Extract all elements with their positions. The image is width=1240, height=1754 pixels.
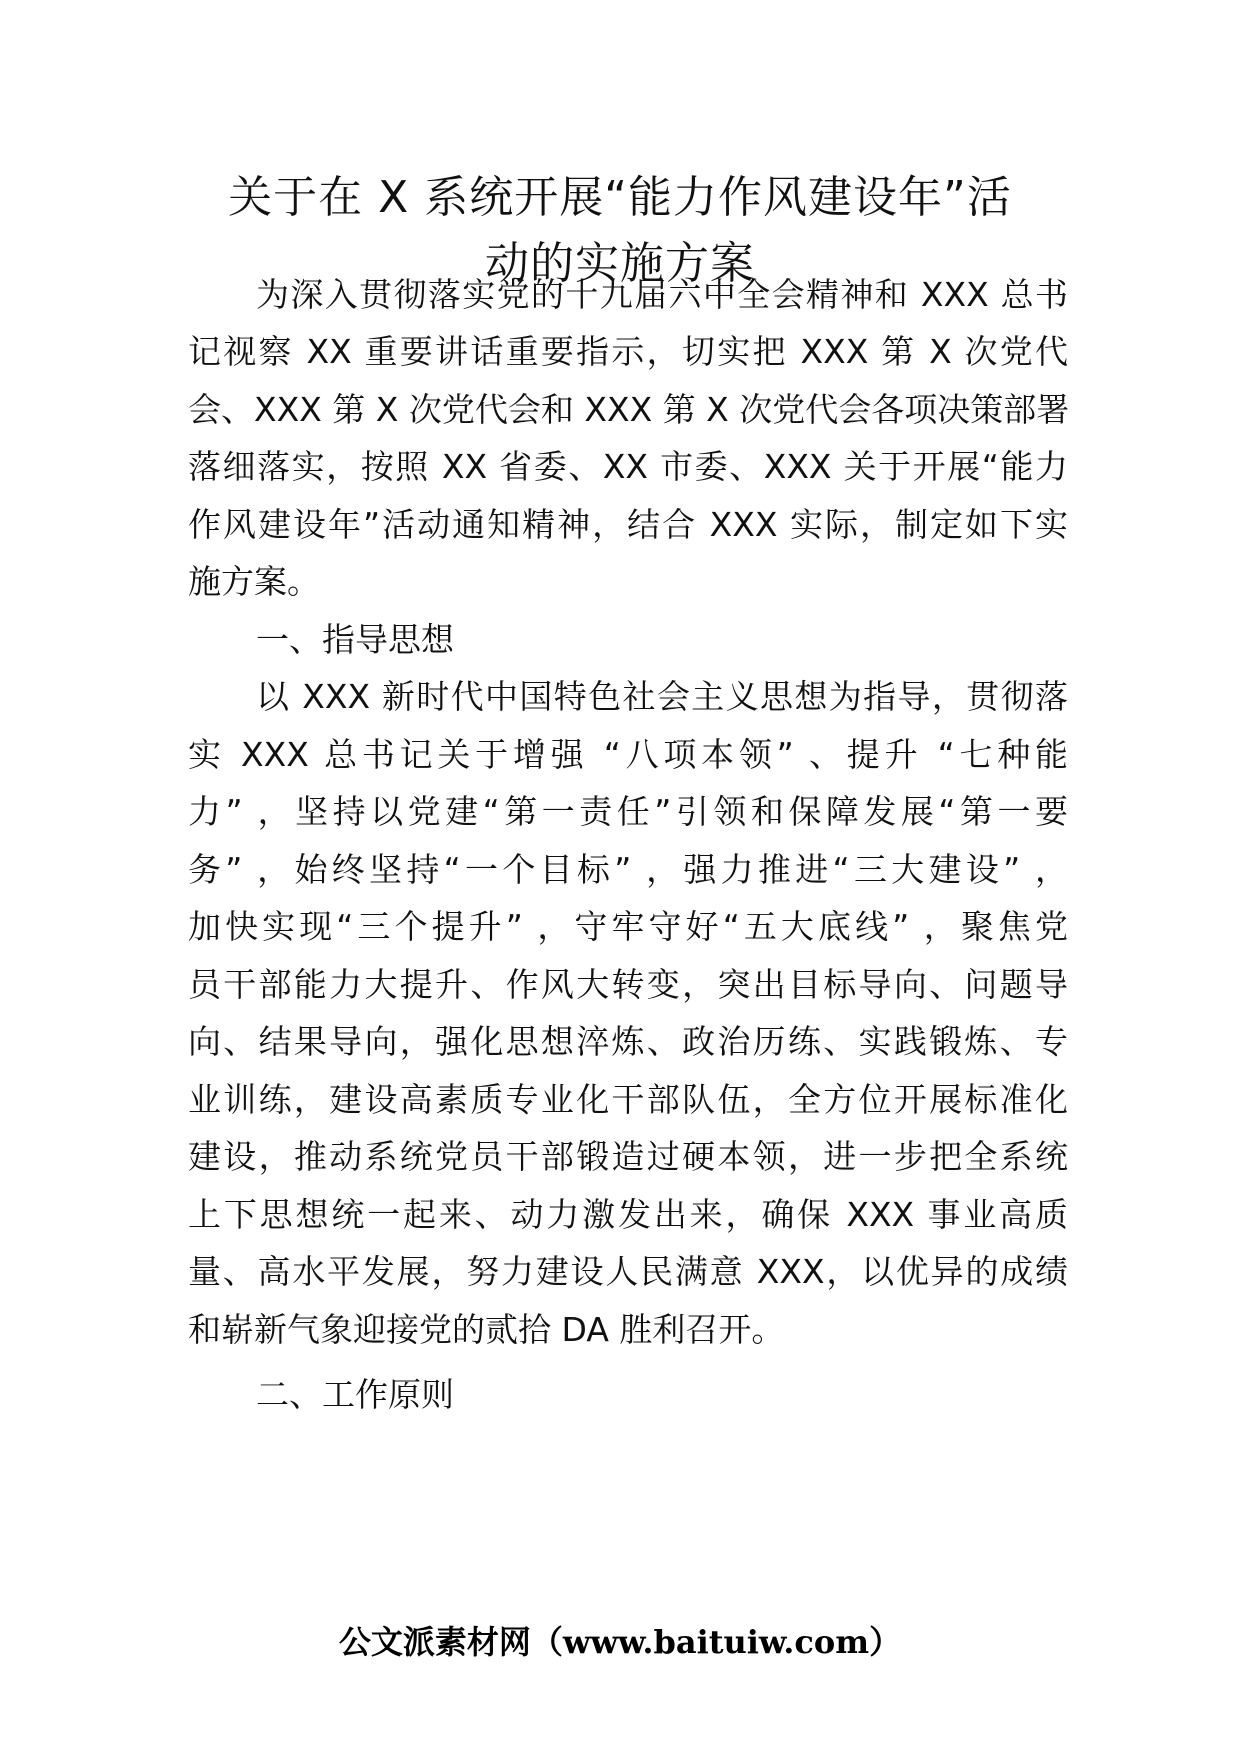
paragraph-line: 向、结果导向，强化思想淬炼、政治历练、实践锻炼、专	[188, 1022, 1068, 1061]
paragraph-line: 落细落实，按照 XX 省委、XX 市委、XXX 关于开展“能力	[188, 447, 1068, 486]
section-heading-work-principles: 二、工作原则	[256, 1375, 454, 1414]
paragraph-line: 上下思想统一起来、动力激发出来，确保 XXX 事业高质	[188, 1195, 1068, 1234]
document-title-line-2: 动的实施方案	[485, 238, 755, 289]
document-title-line-1: 关于在 X 系统开展“能力作风建设年”活	[228, 172, 1012, 223]
paragraph-line: 业训练，建设高素质专业化干部队伍，全方位开展标准化	[188, 1080, 1068, 1119]
paragraph-line: 作风建设年”活动通知精神，结合 XXX 实际，制定如下实	[188, 505, 1068, 544]
paragraph-line: 为深入贯彻落实党的十九届六中全会精神和 XXX 总书	[256, 275, 1068, 314]
paragraph-line: 员干部能力大提升、作风大转变，突出目标导向、问题导	[188, 965, 1068, 1004]
paragraph-line: 力” ，坚持以党建“第一责任”引领和保障发展“第一要	[188, 792, 1068, 831]
paragraph-line: 务” ，始终坚持“一个目标” ，强力推进“三大建设” ，	[188, 850, 1068, 889]
paragraph-line: 会、XXX 第 X 次党代会和 XXX 第 X 次党代会各项决策部署	[188, 390, 1070, 429]
paragraph-line: 加快实现“三个提升” ，守牢守好“五大底线” ，聚焦党	[188, 907, 1068, 946]
paragraph-line: 以 XXX 新时代中国特色社会主义思想为指导，贯彻落	[256, 677, 1068, 716]
paragraph-line: 施方案。	[188, 562, 320, 601]
paragraph-line: 建设，推动系统党员干部锻造过硬本领，进一步把全系统	[188, 1137, 1068, 1176]
section-heading-guiding-ideology: 一、指导思想	[256, 620, 454, 659]
paragraph-line: 实 XXX 总书记关于增强 “八项本领” 、提升 “七种能	[188, 735, 1068, 774]
paragraph-line: 记视察 XX 重要讲话重要指示，切实把 XXX 第 X 次党代	[188, 332, 1068, 371]
paragraph-line: 量、高水平发展，努力建设人民满意 XXX，以优异的成绩	[188, 1252, 1068, 1291]
paragraph-line: 和崭新气象迎接党的贰拾 DA 胜利召开。	[188, 1310, 785, 1349]
footer-source-text: 公文派素材网（www.baituiw.com）	[338, 1623, 902, 1661]
